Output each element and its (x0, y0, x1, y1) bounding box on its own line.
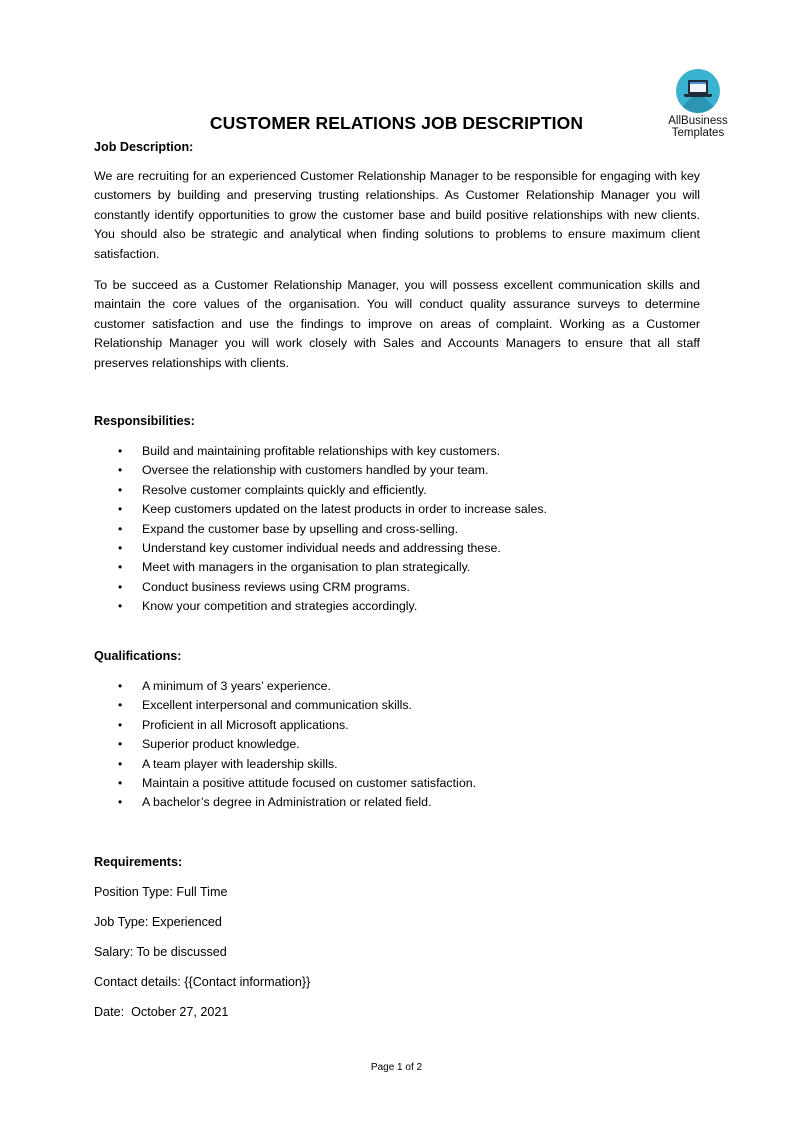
logo-text-line1: AllBusiness (668, 115, 728, 127)
list-item: • Conduct business reviews using CRM programs. (118, 579, 410, 594)
list-item: • A minimum of 3 years’ experience. (118, 679, 331, 693)
qualifications-list (94, 677, 476, 813)
laptop-icon (676, 69, 720, 113)
list-item: • Resolve customer complaints quickly and efficiently. (118, 482, 427, 497)
contact-details: Contact details: {{Contact information}} (94, 975, 311, 989)
list-item: • Maintain a positive attitude focused on customer satisfaction. (118, 775, 477, 790)
responsibilities-heading: Responsibilities: (94, 414, 195, 428)
salary: Salary: To be discussed (94, 945, 227, 959)
list-item: • A bachelor’s degree in Administration or related field. (118, 795, 432, 810)
date: Date: October 27, 2021 (94, 1005, 229, 1019)
list-item: • Expand the customer base by upselling and cross-selling. (118, 521, 459, 536)
page-title: CUSTOMER RELATIONS JOB DESCRIPTION (209, 113, 584, 133)
list-item: • Build and maintaining profitable relationships with key customers. (118, 444, 501, 458)
job-type: Job Type: Experienced (94, 915, 222, 929)
job-description-paragraph-1: We are recruiting for an experienced Customer Relationship Manager to be responsible for engaging with key customers by building and preserving trusting relationships. As Customer Relationship Manager you will constantly identify opportunities to grow the customer base and build positive relationships with new clients. You should also be strategic and analytical when finding solutions to problems to ensure maximum client satisfaction. (94, 169, 700, 261)
list-item: • Know your competition and strategies accordingly. (118, 599, 418, 614)
list-item: • Excellent interpersonal and communication skills. (118, 698, 412, 713)
list-item: • Keep customers updated on the latest products in order to increase sales. (118, 502, 547, 517)
requirements-heading: Requirements: (94, 855, 183, 869)
logo-text-line2: Templates (671, 127, 725, 139)
list-item: • Meet with managers in the organisation to plan strategically. (118, 560, 471, 575)
job-description-paragraph-2: To be succeed as a Customer Relationship Manager, you will possess excellent communication skills and maintain the core values of the organisation. You will conduct quality assurance surveys to determine customer satisfaction and use the findings to improve on areas of complaint. Working as a Customer Relationship Manager you will work closely with Sales and Accounts Managers to ensure that all staff preserves relationships with clients. (94, 278, 700, 370)
list-item: • A team player with leadership skills. (118, 756, 338, 771)
position-type: Position Type: Full Time (94, 885, 228, 899)
list-item: • Oversee the relationship with customers handled by your team. (118, 463, 489, 478)
list-item: • Superior product knowledge. (118, 737, 300, 752)
job-description-heading: Job Description: (94, 140, 194, 154)
qualifications-heading: Qualifications: (94, 649, 182, 663)
page-number: Page 1 of 2 (370, 1062, 423, 1073)
list-item: • Understand key customer individual needs and addressing these. (118, 540, 501, 555)
list-item: • Proficient in all Microsoft applications. (118, 717, 349, 732)
responsibilities-list (94, 442, 547, 617)
